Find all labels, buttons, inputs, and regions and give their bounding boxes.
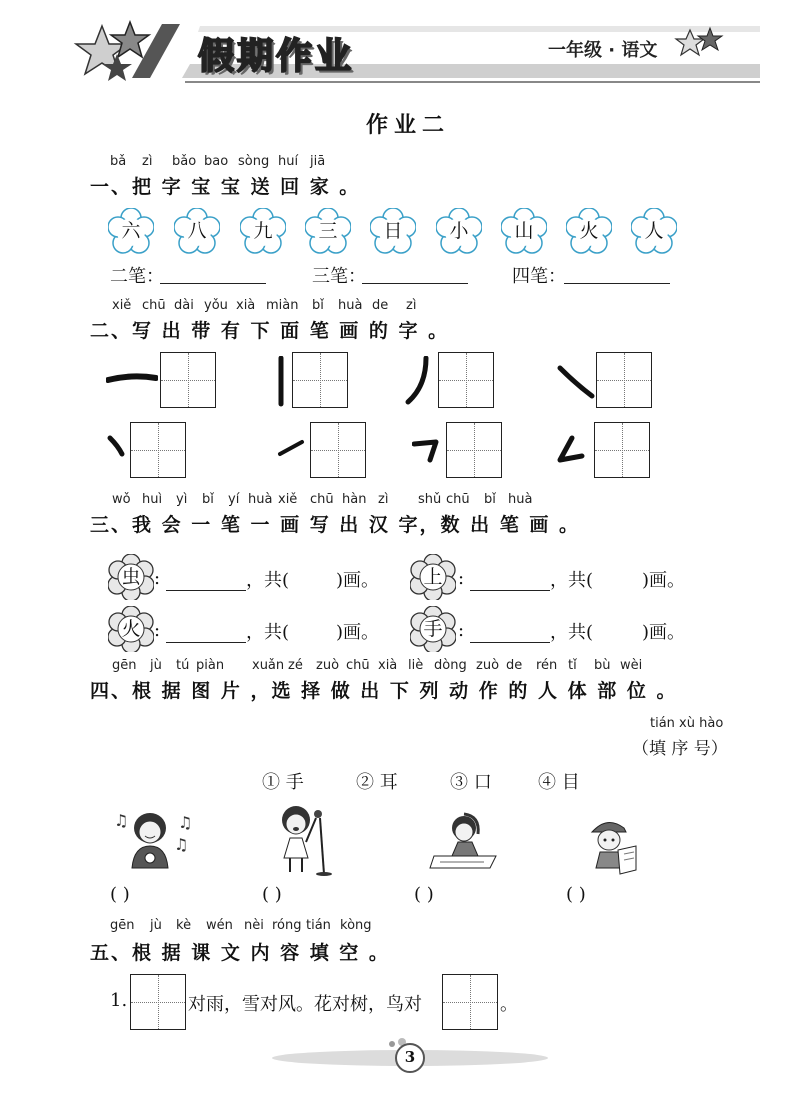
pinyin: sòng <box>238 154 270 169</box>
note-pinyin: tián xù hào <box>650 716 724 731</box>
colon: : <box>458 568 465 589</box>
count-suffix: )画。 <box>336 622 380 643</box>
pinyin: zé <box>288 658 303 673</box>
pinyin: bǎ <box>110 154 127 169</box>
flower-char: 日 <box>383 220 403 242</box>
stroke-label-4: 四笔： <box>512 266 566 287</box>
star-cluster-right-icon <box>672 26 732 62</box>
pinyin: chū <box>346 658 370 673</box>
stroke-piedian-icon <box>554 434 588 468</box>
q1-title: 一、把 字 宝 宝 送 回 家 。 <box>90 176 361 198</box>
q4-title: 四、根 据 图 片 ，选 择 做 出 下 列 动 作 的 人 体 部 位 。 <box>90 680 678 702</box>
pinyin: bǐ <box>484 492 496 507</box>
flower-char: 手 <box>423 618 443 640</box>
stroke-shu-icon <box>274 356 288 408</box>
pinyin: huà <box>338 298 363 313</box>
girl-listening-music-illustration <box>112 806 196 878</box>
count-prefix: ，共( <box>550 570 594 591</box>
flower-card <box>566 208 612 254</box>
count-suffix: )画。 <box>642 570 686 591</box>
flower-card <box>305 208 351 254</box>
flower-card <box>174 208 220 254</box>
pinyin: nèi <box>244 918 264 933</box>
pinyin: shǔ <box>418 492 442 507</box>
pinyin: yǒu <box>204 298 228 313</box>
pinyin: huì <box>142 492 163 507</box>
pinyin: jù <box>150 658 162 673</box>
pinyin: liè <box>408 658 424 673</box>
option-1: ① 手 <box>262 772 304 793</box>
girl-writing-illustration <box>428 810 504 876</box>
flower-char: 小 <box>449 220 469 242</box>
stroke-hengzhe-icon <box>412 436 442 464</box>
writing-box[interactable] <box>292 352 348 408</box>
q2-title: 二、写 出 带 有 下 面 笔 画 的 字 。 <box>90 320 450 342</box>
pinyin: zì <box>142 154 153 169</box>
answer-paren-3[interactable]: ( ) <box>414 884 434 905</box>
answer-line-4[interactable] <box>564 282 670 284</box>
writing-box[interactable] <box>130 974 186 1030</box>
pinyin: zì <box>406 298 417 313</box>
pinyin: zì <box>378 492 389 507</box>
pinyin: piàn <box>196 658 225 673</box>
item-number: 1. <box>110 990 128 1011</box>
pinyin: dòng <box>434 658 467 673</box>
pinyin: chū <box>310 492 334 507</box>
flower-char: 九 <box>253 220 273 242</box>
pinyin: huí <box>278 154 299 169</box>
flower-card <box>631 208 677 254</box>
option-3: ③ 口 <box>450 772 492 793</box>
pinyin: bǎo <box>172 154 197 169</box>
pinyin: wǒ <box>112 492 131 507</box>
flower-card <box>501 208 547 254</box>
answer-paren-1[interactable]: ( ) <box>110 884 130 905</box>
pinyin: wèi <box>620 658 643 673</box>
page-number: 3 <box>404 1048 416 1066</box>
pinyin: bao <box>204 154 229 169</box>
pinyin: tǐ <box>568 658 577 673</box>
pinyin: huà <box>508 492 533 507</box>
pinyin: de <box>506 658 523 673</box>
pinyin: xià <box>378 658 398 673</box>
char-flower <box>108 554 154 600</box>
writing-box[interactable] <box>596 352 652 408</box>
count-prefix: ，共( <box>550 622 594 643</box>
pinyin: yì <box>176 492 188 507</box>
stroke-heng-icon <box>106 368 158 388</box>
pinyin: jù <box>150 918 162 933</box>
pinyin: chū <box>142 298 166 313</box>
char-flower <box>108 606 154 652</box>
flower-char: 三 <box>318 220 338 242</box>
answer-line[interactable] <box>470 589 550 591</box>
flower-char: 虫 <box>121 566 141 588</box>
pinyin: zuò <box>476 658 500 673</box>
flower-card <box>108 208 154 254</box>
star-cluster-left-icon <box>72 20 162 90</box>
answer-line-2[interactable] <box>160 282 266 284</box>
pinyin: tú <box>176 658 190 673</box>
item-end: 。 <box>500 994 518 1015</box>
option-4: ④ 目 <box>538 772 580 793</box>
stroke-pie-icon <box>404 356 432 406</box>
flower-char: 火 <box>121 618 141 640</box>
pinyin: gēn <box>112 658 137 673</box>
count-prefix: ，共( <box>246 622 290 643</box>
pinyin: gēn <box>110 918 135 933</box>
pinyin: de <box>372 298 389 313</box>
colon: : <box>154 568 161 589</box>
pinyin: chū <box>446 492 470 507</box>
pinyin: xiě <box>112 298 132 313</box>
pinyin: yí <box>228 492 240 507</box>
pinyin: jiā <box>310 154 326 169</box>
writing-box[interactable] <box>160 352 216 408</box>
pinyin: dài <box>174 298 194 313</box>
writing-box[interactable] <box>442 974 498 1030</box>
item-text: 对雨，雪对风。花对树，鸟对 <box>188 994 422 1015</box>
pinyin: zuò <box>316 658 340 673</box>
stroke-na-icon <box>556 362 596 402</box>
colon: : <box>154 620 161 641</box>
pinyin: tián <box>306 918 331 933</box>
banner-title: 假期作业 <box>198 36 355 77</box>
answer-line[interactable] <box>470 641 550 643</box>
answer-paren-2[interactable]: ( ) <box>262 884 282 905</box>
flower-char: 六 <box>121 220 141 242</box>
grade-subject: 一年级 · 语文 <box>548 40 658 61</box>
flower-char: 山 <box>514 220 534 242</box>
pinyin: miàn <box>266 298 299 313</box>
pinyin: bù <box>594 658 611 673</box>
pinyin: xià <box>236 298 256 313</box>
flower-char: 人 <box>644 220 664 242</box>
pinyin: wén <box>206 918 233 933</box>
flower-char: 火 <box>579 220 599 242</box>
pinyin: róng <box>272 918 302 933</box>
answer-line[interactable] <box>166 641 246 643</box>
char-flower <box>410 606 456 652</box>
pinyin: bǐ <box>202 492 214 507</box>
pinyin: huà <box>248 492 273 507</box>
stroke-dian-icon <box>106 434 126 458</box>
count-suffix: )画。 <box>336 570 380 591</box>
pinyin: hàn <box>342 492 367 507</box>
count-prefix: ，共( <box>246 570 290 591</box>
stroke-label-2: 二笔： <box>110 266 164 287</box>
stroke-ti-icon <box>276 438 306 458</box>
q3-title: 三、我 会 一 笔 一 画 写 出 汉 字，数 出 笔 画 。 <box>90 514 580 536</box>
flower-card <box>436 208 482 254</box>
note-fill-number: （填 序 号） <box>632 739 728 759</box>
char-flower <box>410 554 456 600</box>
count-suffix: )画。 <box>642 622 686 643</box>
pinyin: kòng <box>340 918 372 933</box>
boy-reading-illustration <box>584 816 642 878</box>
pinyin: bǐ <box>312 298 324 313</box>
option-2: ② 耳 <box>356 772 398 793</box>
pinyin: rén <box>536 658 558 673</box>
flower-char: 上 <box>423 566 443 588</box>
flower-card <box>240 208 286 254</box>
answer-paren-4[interactable]: ( ) <box>566 884 586 905</box>
writing-box[interactable] <box>438 352 494 408</box>
writing-box[interactable] <box>310 422 366 478</box>
pinyin: kè <box>176 918 192 933</box>
flower-card <box>370 208 416 254</box>
svg-text:♫: ♫ <box>174 835 189 854</box>
page-title: 作业二 <box>366 113 451 138</box>
writing-box[interactable] <box>130 422 186 478</box>
svg-text:♫: ♫ <box>114 811 129 830</box>
svg-text:♫: ♫ <box>178 813 193 832</box>
colon: : <box>458 620 465 641</box>
stroke-label-3: 三笔： <box>312 266 366 287</box>
pinyin: xiě <box>278 492 298 507</box>
flower-char: 八 <box>187 220 207 242</box>
q5-title: 五、根 据 课 文 内 容 填 空 。 <box>90 942 390 964</box>
writing-box[interactable] <box>594 422 650 478</box>
answer-line[interactable] <box>166 589 246 591</box>
writing-box[interactable] <box>446 422 502 478</box>
answer-line-3[interactable] <box>362 282 468 284</box>
girl-singing-illustration <box>268 802 348 878</box>
pinyin: xuǎn <box>252 658 285 673</box>
